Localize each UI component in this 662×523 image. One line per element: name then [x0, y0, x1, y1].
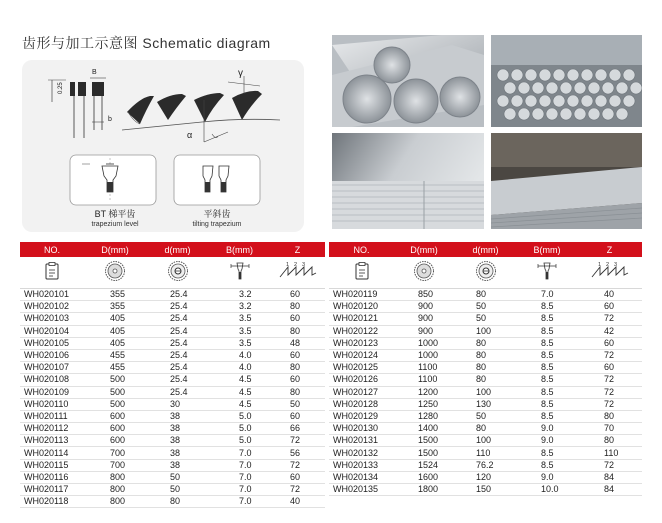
document-icon	[20, 257, 84, 289]
kerf-cell: 8.5	[517, 337, 577, 349]
bore-cell: 30	[146, 398, 209, 410]
teeth-cell: 60	[577, 301, 642, 313]
table-row	[20, 423, 325, 435]
col-header-bore: d(mm)	[454, 242, 517, 257]
bore-cell: 100	[454, 386, 517, 398]
outer-diameter-cell: 1250	[394, 398, 454, 410]
kerf-cell: 4.5	[209, 374, 270, 386]
bore-cell: 80	[454, 362, 517, 374]
kerf-cell: 3.5	[209, 325, 270, 337]
saw-blade-icon	[84, 257, 146, 289]
outer-diameter-cell: 1600	[394, 471, 454, 483]
table-icon-row	[329, 257, 642, 289]
model-number-cell: WH020132	[329, 447, 394, 459]
teeth-cell: 80	[577, 435, 642, 447]
table-row	[20, 459, 325, 471]
teeth-cell: 60	[270, 349, 325, 361]
aluminium-sheet-photo	[332, 133, 484, 229]
tilting-tooth-caption	[174, 207, 260, 228]
kerf-cell: 8.5	[517, 349, 577, 361]
table-row	[329, 435, 642, 447]
tooth-number-2: 2	[605, 262, 609, 268]
model-number-cell: WH020123	[329, 337, 394, 349]
table-row	[329, 362, 642, 374]
bore-cell: 25.4	[146, 362, 209, 374]
outer-diameter-cell: 1000	[394, 349, 454, 361]
model-number-cell: WH020114	[20, 447, 84, 459]
teeth-cell: 60	[577, 362, 642, 374]
saw-blade-icon	[394, 257, 454, 289]
outer-diameter-cell: 1000	[394, 337, 454, 349]
tooth-count-icon	[577, 257, 642, 289]
model-number-cell: WH020130	[329, 423, 394, 435]
table-row	[329, 313, 642, 325]
alpha-label: α	[187, 130, 193, 140]
outer-diameter-cell: 1280	[394, 410, 454, 422]
col-header-kerf: B(mm)	[517, 242, 577, 257]
bore-cell: 100	[454, 435, 517, 447]
kerf-cell: 4.0	[209, 362, 270, 374]
model-number-cell: WH020103	[20, 313, 84, 325]
model-number-cell: WH020128	[329, 398, 394, 410]
col-header-outer-diameter: D(mm)	[84, 242, 146, 257]
aluminium-plate-photo	[491, 133, 642, 229]
table-row	[329, 386, 642, 398]
model-number-cell: WH020131	[329, 435, 394, 447]
teeth-cell: 40	[270, 496, 325, 508]
kerf-cell: 7.0	[209, 484, 270, 496]
teeth-cell: 72	[577, 386, 642, 398]
col-header-kerf: B(mm)	[209, 242, 270, 257]
table-row	[329, 337, 642, 349]
kerf-cell: 4.5	[209, 386, 270, 398]
bore-cell: 50	[454, 301, 517, 313]
bore-cell: 38	[146, 447, 209, 459]
round-bars-photo	[332, 35, 484, 127]
bore-icon	[146, 257, 209, 289]
model-number-cell: WH020109	[20, 386, 84, 398]
spec-table-right	[329, 242, 642, 496]
tooth-number-3: 3	[301, 262, 305, 268]
table-row	[329, 289, 642, 301]
bore-cell: 130	[454, 398, 517, 410]
kerf-cell: 8.5	[517, 386, 577, 398]
table-row	[20, 313, 325, 325]
bar-bundle-photo	[491, 35, 642, 127]
bore-cell: 50	[454, 313, 517, 325]
table-row	[20, 289, 325, 301]
kerf-cell: 8.5	[517, 459, 577, 471]
outer-diameter-cell: 455	[84, 349, 146, 361]
bore-cell: 25.4	[146, 374, 209, 386]
teeth-cell: 60	[577, 337, 642, 349]
table-row	[20, 325, 325, 337]
table-row	[329, 447, 642, 459]
kerf-cell: 3.2	[209, 289, 270, 301]
outer-diameter-cell: 1500	[394, 447, 454, 459]
bt-tooth-caption	[72, 207, 158, 228]
bore-cell: 80	[454, 349, 517, 361]
col-header-teeth: Z	[270, 242, 325, 257]
tilting-tooth-label-en: tilting trapezium	[192, 221, 242, 228]
table-row	[20, 374, 325, 386]
col-header-teeth: Z	[577, 242, 642, 257]
bore-cell: 25.4	[146, 313, 209, 325]
model-number-cell: WH020104	[20, 325, 84, 337]
kerf-cell: 7.0	[209, 459, 270, 471]
bore-cell: 120	[454, 471, 517, 483]
teeth-cell: 70	[577, 423, 642, 435]
dim-b-label: b	[108, 116, 112, 123]
kerf-cell: 3.5	[209, 337, 270, 349]
teeth-cell: 66	[270, 423, 325, 435]
model-number-cell: WH020126	[329, 374, 394, 386]
bore-cell: 110	[454, 447, 517, 459]
tooth-number-1: 1	[597, 262, 601, 268]
outer-diameter-cell: 850	[394, 289, 454, 301]
tooth-count-icon	[270, 257, 325, 289]
bore-cell: 38	[146, 459, 209, 471]
bore-cell: 50	[146, 484, 209, 496]
table-header-row	[20, 242, 325, 257]
teeth-cell: 72	[577, 313, 642, 325]
outer-diameter-cell: 600	[84, 435, 146, 447]
model-number-cell: WH020129	[329, 410, 394, 422]
table-row	[329, 410, 642, 422]
bore-cell: 80	[146, 496, 209, 508]
kerf-cell: 8.5	[517, 398, 577, 410]
bore-cell: 25.4	[146, 349, 209, 361]
outer-diameter-cell: 600	[84, 423, 146, 435]
kerf-cell: 9.0	[517, 423, 577, 435]
table-row	[20, 484, 325, 496]
kerf-cell: 8.5	[517, 410, 577, 422]
model-number-cell: WH020122	[329, 325, 394, 337]
model-number-cell: WH020133	[329, 459, 394, 471]
kerf-cell: 3.2	[209, 301, 270, 313]
teeth-cell: 72	[577, 349, 642, 361]
outer-diameter-cell: 355	[84, 289, 146, 301]
teeth-cell: 60	[270, 374, 325, 386]
kerf-cell: 5.0	[209, 410, 270, 422]
outer-diameter-cell: 800	[84, 496, 146, 508]
dim-025-label: 0.25	[58, 82, 64, 94]
kerf-cell: 10.0	[517, 484, 577, 496]
model-number-cell: WH020125	[329, 362, 394, 374]
outer-diameter-cell: 700	[84, 447, 146, 459]
kerf-cell: 9.0	[517, 471, 577, 483]
bore-cell: 25.4	[146, 386, 209, 398]
model-number-cell: WH020111	[20, 410, 84, 422]
outer-diameter-cell: 1524	[394, 459, 454, 471]
table-row	[20, 496, 325, 508]
bore-icon	[454, 257, 517, 289]
bore-cell: 25.4	[146, 337, 209, 349]
model-number-cell: WH020102	[20, 301, 84, 313]
bore-cell: 80	[454, 289, 517, 301]
teeth-cell: 84	[577, 471, 642, 483]
teeth-cell: 50	[270, 398, 325, 410]
outer-diameter-cell: 800	[84, 484, 146, 496]
model-number-cell: WH020127	[329, 386, 394, 398]
teeth-cell: 60	[270, 313, 325, 325]
table-header-row	[329, 242, 642, 257]
table-row	[329, 325, 642, 337]
outer-diameter-cell: 1800	[394, 484, 454, 496]
col-header-outer-diameter: D(mm)	[394, 242, 454, 257]
bore-cell: 80	[454, 374, 517, 386]
teeth-cell: 80	[270, 301, 325, 313]
bore-cell: 50	[146, 471, 209, 483]
tooth-number-2: 2	[293, 262, 297, 268]
kerf-cell: 8.5	[517, 447, 577, 459]
kerf-cell: 4.5	[209, 398, 270, 410]
tooth-width-icon	[517, 257, 577, 289]
kerf-cell: 7.0	[517, 289, 577, 301]
outer-diameter-cell: 500	[84, 386, 146, 398]
model-number-cell: WH020110	[20, 398, 84, 410]
kerf-cell: 7.0	[209, 471, 270, 483]
document-icon	[329, 257, 394, 289]
teeth-cell: 48	[270, 337, 325, 349]
teeth-cell: 60	[270, 471, 325, 483]
outer-diameter-cell: 600	[84, 410, 146, 422]
table-row	[20, 386, 325, 398]
bt-tooth-label-en: trapezium level	[91, 221, 139, 228]
bore-cell: 25.4	[146, 301, 209, 313]
teeth-cell: 84	[577, 484, 642, 496]
kerf-cell: 8.5	[517, 301, 577, 313]
table-row	[329, 374, 642, 386]
teeth-cell: 42	[577, 325, 642, 337]
table-row	[329, 423, 642, 435]
bore-cell: 38	[146, 423, 209, 435]
table-icon-row	[20, 257, 325, 289]
kerf-cell: 5.0	[209, 435, 270, 447]
teeth-cell: 72	[577, 459, 642, 471]
model-number-cell: WH020116	[20, 471, 84, 483]
tooth-width-icon	[209, 257, 270, 289]
kerf-cell: 7.0	[209, 447, 270, 459]
model-number-cell: WH020119	[329, 289, 394, 301]
teeth-cell: 72	[270, 484, 325, 496]
teeth-cell: 72	[577, 374, 642, 386]
kerf-cell: 5.0	[209, 423, 270, 435]
outer-diameter-cell: 1200	[394, 386, 454, 398]
outer-diameter-cell: 500	[84, 398, 146, 410]
bore-cell: 80	[454, 423, 517, 435]
model-number-cell: WH020115	[20, 459, 84, 471]
model-number-cell: WH020135	[329, 484, 394, 496]
table-row	[329, 398, 642, 410]
kerf-cell: 4.0	[209, 349, 270, 361]
kerf-cell: 7.0	[209, 496, 270, 508]
outer-diameter-cell: 455	[84, 362, 146, 374]
bore-cell: 150	[454, 484, 517, 496]
model-number-cell: WH020105	[20, 337, 84, 349]
teeth-cell: 80	[577, 410, 642, 422]
outer-diameter-cell: 1400	[394, 423, 454, 435]
outer-diameter-cell: 405	[84, 337, 146, 349]
teeth-cell: 60	[270, 410, 325, 422]
outer-diameter-cell: 500	[84, 374, 146, 386]
page-title: 齿形与加工示意图 Schematic diagram	[22, 35, 271, 51]
table-row	[329, 471, 642, 483]
kerf-cell: 8.5	[517, 313, 577, 325]
outer-diameter-cell: 405	[84, 313, 146, 325]
teeth-cell: 80	[270, 362, 325, 374]
model-number-cell: WH020121	[329, 313, 394, 325]
teeth-cell: 56	[270, 447, 325, 459]
bore-cell: 38	[146, 410, 209, 422]
table-row	[20, 349, 325, 361]
table-row	[20, 410, 325, 422]
bt-tooth-label-cn: BT 梯平齿	[94, 209, 136, 219]
col-header-no: NO.	[329, 242, 394, 257]
outer-diameter-cell: 1500	[394, 435, 454, 447]
bore-cell: 80	[454, 337, 517, 349]
model-number-cell: WH020101	[20, 289, 84, 301]
tilting-tooth-label-cn: 平斜齿	[203, 209, 231, 219]
table-row	[20, 398, 325, 410]
dim-B-label: B	[92, 69, 97, 76]
kerf-cell: 8.5	[517, 325, 577, 337]
model-number-cell: WH020112	[20, 423, 84, 435]
tooth-profile-drawing	[22, 60, 304, 232]
bore-cell: 76.2	[454, 459, 517, 471]
outer-diameter-cell: 800	[84, 471, 146, 483]
model-number-cell: WH020118	[20, 496, 84, 508]
bore-cell: 38	[146, 435, 209, 447]
table-row	[329, 459, 642, 471]
outer-diameter-cell: 900	[394, 325, 454, 337]
outer-diameter-cell: 700	[84, 459, 146, 471]
table-row	[329, 349, 642, 361]
kerf-cell: 8.5	[517, 374, 577, 386]
outer-diameter-cell: 900	[394, 301, 454, 313]
teeth-cell: 72	[270, 435, 325, 447]
outer-diameter-cell: 405	[84, 325, 146, 337]
teeth-cell: 40	[577, 289, 642, 301]
col-header-no: NO.	[20, 242, 84, 257]
schematic-diagram-panel	[22, 60, 304, 232]
bore-cell: 50	[454, 410, 517, 422]
teeth-cell: 110	[577, 447, 642, 459]
outer-diameter-cell: 1100	[394, 374, 454, 386]
table-row	[20, 435, 325, 447]
model-number-cell: WH020108	[20, 374, 84, 386]
model-number-cell: WH020113	[20, 435, 84, 447]
table-row	[20, 362, 325, 374]
bore-cell: 25.4	[146, 289, 209, 301]
teeth-cell: 80	[270, 386, 325, 398]
model-number-cell: WH020124	[329, 349, 394, 361]
tooth-number-1: 1	[285, 262, 289, 268]
gamma-label: γ	[238, 68, 243, 79]
model-number-cell: WH020134	[329, 471, 394, 483]
model-number-cell: WH020117	[20, 484, 84, 496]
teeth-cell: 72	[577, 398, 642, 410]
kerf-cell: 8.5	[517, 362, 577, 374]
bore-cell: 100	[454, 325, 517, 337]
model-number-cell: WH020107	[20, 362, 84, 374]
kerf-cell: 3.5	[209, 313, 270, 325]
table-row	[20, 447, 325, 459]
table-row	[20, 337, 325, 349]
model-number-cell: WH020106	[20, 349, 84, 361]
table-row	[329, 484, 642, 496]
model-number-cell: WH020120	[329, 301, 394, 313]
teeth-cell: 72	[270, 459, 325, 471]
bore-cell: 25.4	[146, 325, 209, 337]
table-row	[20, 301, 325, 313]
outer-diameter-cell: 900	[394, 313, 454, 325]
kerf-cell: 9.0	[517, 435, 577, 447]
outer-diameter-cell: 1100	[394, 362, 454, 374]
table-row	[329, 301, 642, 313]
col-header-bore: d(mm)	[146, 242, 209, 257]
tooth-number-3: 3	[613, 262, 617, 268]
teeth-cell: 60	[270, 289, 325, 301]
teeth-cell: 80	[270, 325, 325, 337]
table-row	[20, 471, 325, 483]
spec-table-left	[20, 242, 325, 508]
outer-diameter-cell: 355	[84, 301, 146, 313]
